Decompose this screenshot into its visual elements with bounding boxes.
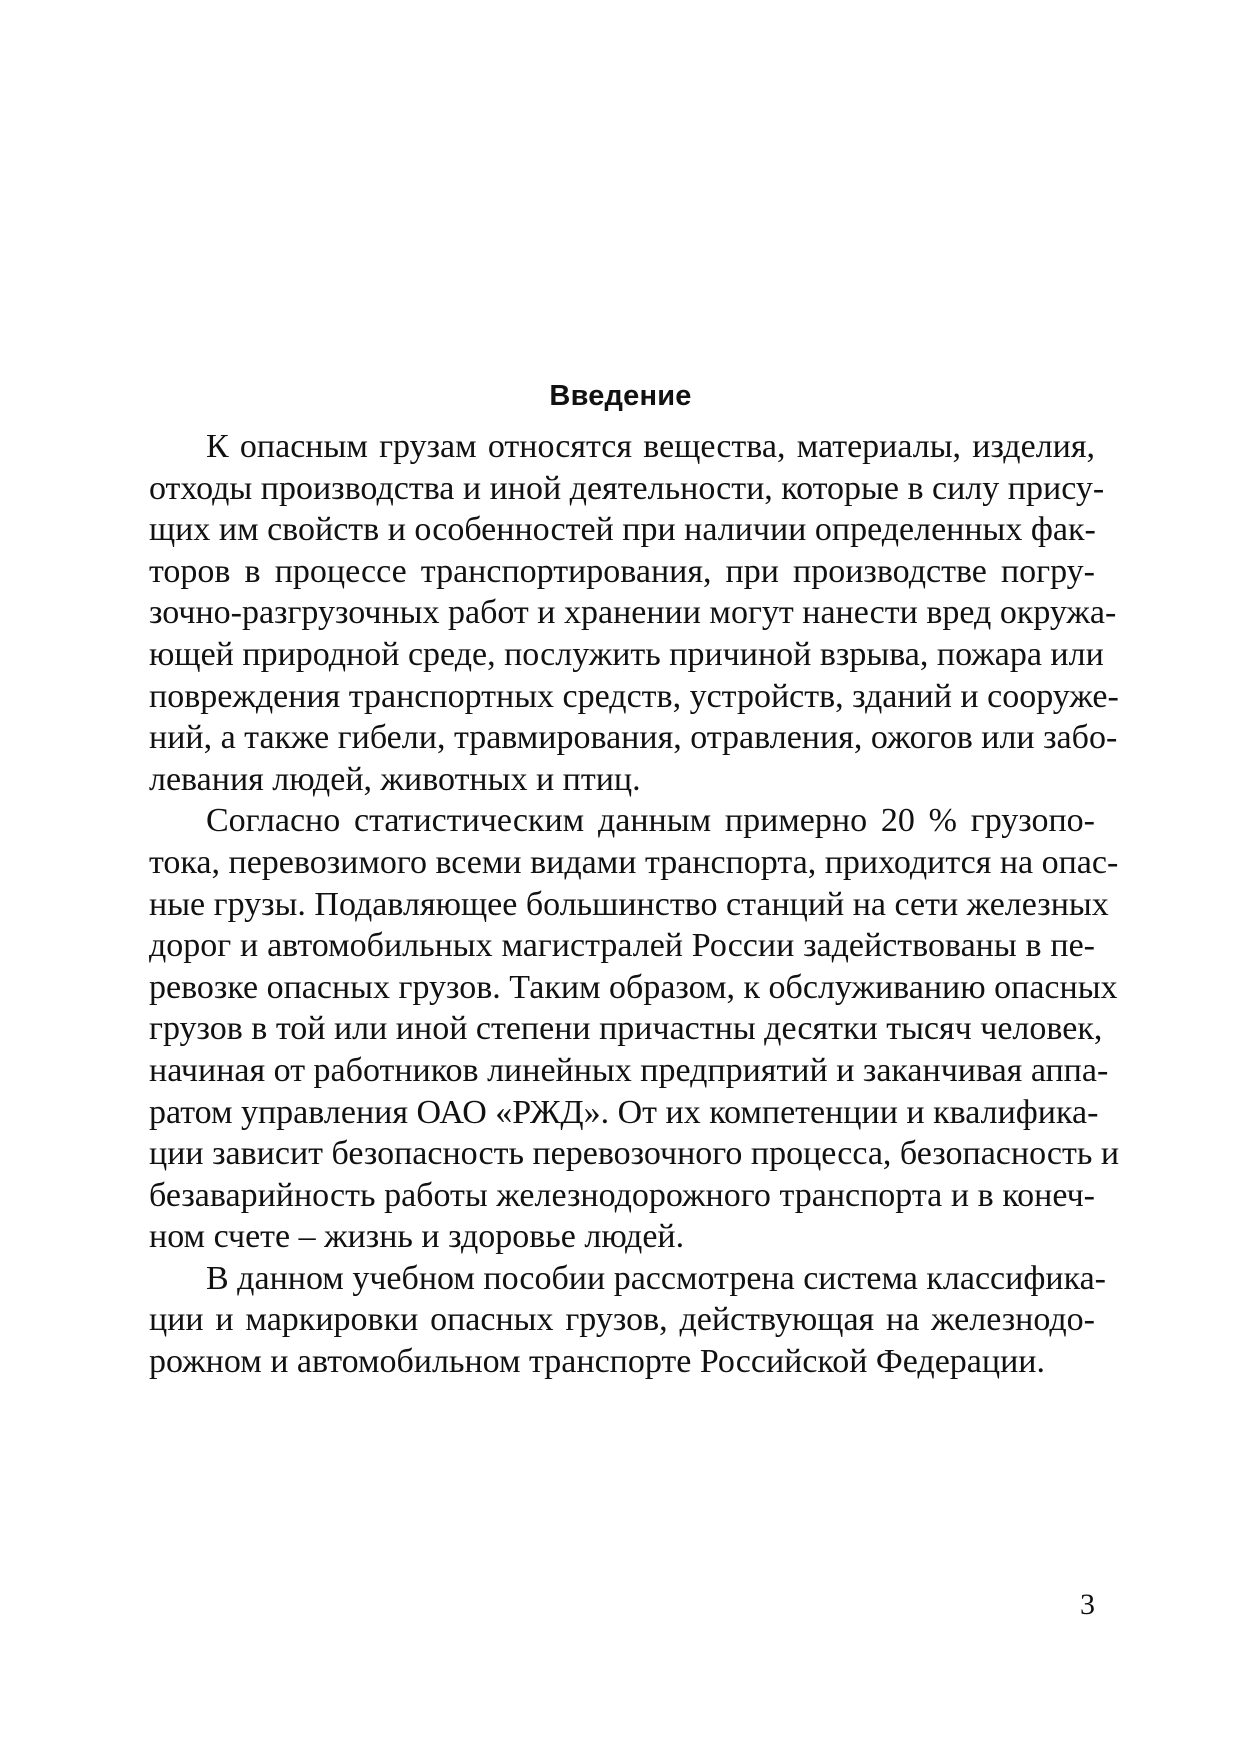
text-line: ний, а также гибели, травмирования, отравления, ожогов или забо- bbox=[149, 719, 1118, 757]
text-line: повреждения транспортных средств, устройств, зданий и сооруже- bbox=[149, 677, 1119, 715]
text-line: щих им свойств и особенностей при наличии определенных фак- bbox=[149, 511, 1096, 549]
text-line: отходы производства и иной деятельности, которые в силу прису- bbox=[149, 469, 1105, 507]
page-number: 3 bbox=[1080, 1588, 1095, 1621]
text-line: грузов в той или иной степени причастны десятки тысяч человек, bbox=[149, 1010, 1103, 1048]
text-line: ратом управления ОАО «РЖД». От их компетенции и квалифика- bbox=[149, 1093, 1099, 1131]
text-line: левания людей, животных и птиц. bbox=[149, 760, 641, 798]
text-line: ные грузы. Подавляющее большинство станций на сети железных bbox=[149, 885, 1109, 923]
paragraph-1 bbox=[149, 426, 1119, 800]
text-line: ющей природной среде, послужить причиной взрыва, пожара или bbox=[149, 635, 1104, 673]
text-line: ревозке опасных грузов. Таким образом, к обслуживанию опасных bbox=[149, 968, 1118, 1006]
text-line: зочно-разгрузочных работ и хранении могут нанести вред окружа- bbox=[149, 594, 1117, 632]
body-text bbox=[149, 426, 1120, 1383]
text-line: ции зависит безопасность перевозочного процесса, безопасность и bbox=[149, 1135, 1120, 1173]
text-line: В данном учебном пособии рассмотрена система классифика- bbox=[206, 1259, 1106, 1297]
text-line: К опасным грузам относятся вещества, материалы, изделия, bbox=[206, 428, 1095, 465]
text-line: торов в процессе транспортирования, при производстве погру- bbox=[149, 552, 1095, 590]
text-line: тока, перевозимого всеми видами транспорта, приходится на опас- bbox=[149, 843, 1119, 881]
section-heading: Введение bbox=[549, 380, 692, 412]
text-line: ном счете – жизнь и здоровье людей. bbox=[149, 1218, 685, 1256]
text-line: безаварийность работы железнодорожного транспорта и в конеч- bbox=[149, 1176, 1095, 1214]
text-line: рожном и автомобильном транспорте Российской Федерации. bbox=[149, 1343, 1045, 1381]
text-line: ции и маркировки опасных грузов, действующая на железнодо- bbox=[149, 1301, 1095, 1339]
paragraph-3 bbox=[149, 1258, 1106, 1383]
text-line: дорог и автомобильных магистралей России задействованы в пе- bbox=[149, 927, 1095, 965]
text-line: начиная от работников линейных предприятий и заканчивая аппа- bbox=[149, 1051, 1109, 1089]
text-line: Согласно статистическим данным примерно 20 % грузопо- bbox=[206, 802, 1095, 840]
paragraph-2 bbox=[149, 800, 1120, 1258]
